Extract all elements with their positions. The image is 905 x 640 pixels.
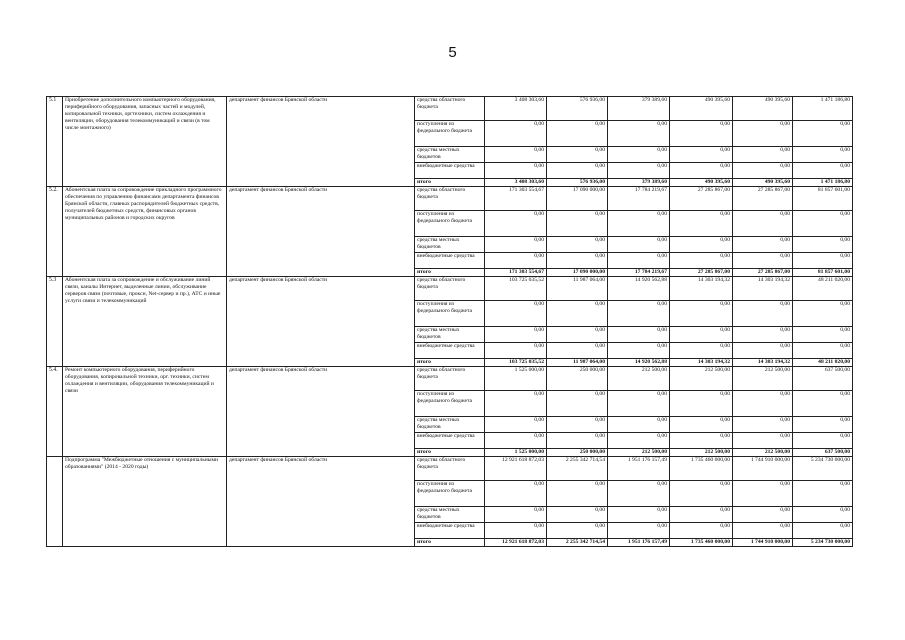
amount-cell: 0,00 — [793, 523, 853, 539]
amount-cell: 0,00 — [670, 301, 733, 327]
total-amount-cell: 1 471 186,80 — [793, 179, 853, 187]
table-row — [47, 277, 853, 301]
total-amount-cell: 103 725 035,52 — [485, 359, 547, 367]
item-executor: департамент финансов Брянской области — [227, 97, 415, 187]
funding-source: средства областного бюджета — [415, 277, 485, 301]
amount-cell: 0,00 — [670, 163, 733, 179]
amount-cell: 0,00 — [793, 343, 853, 359]
amount-cell: 490 395,60 — [733, 97, 793, 121]
amount-cell: 0,00 — [547, 301, 608, 327]
amount-cell: 81 857 601,00 — [793, 187, 853, 211]
amount-cell: 490 395,60 — [670, 97, 733, 121]
amount-cell: 0,00 — [793, 237, 853, 253]
amount-cell: 0,00 — [793, 301, 853, 327]
amount-cell: 0,00 — [608, 301, 670, 327]
amount-cell: 0,00 — [670, 391, 733, 417]
item-name: Приобретение дополнительного компьютерного оборудования, периферийного оборудования, запасных частей и модулей, копировальной техники, оргтехники, систем охлаждения и вентиляции, оборудования телекоммуникаций и связи (в том числе монтажного) — [63, 97, 227, 187]
amount-cell: 171 303 554,67 — [485, 187, 547, 211]
amount-cell: 0,00 — [547, 147, 608, 163]
amount-cell: 48 211 020,00 — [793, 277, 853, 301]
funding-source: средства областного бюджета — [415, 97, 485, 121]
amount-cell: 0,00 — [608, 237, 670, 253]
amount-cell: 0,00 — [485, 481, 547, 507]
amount-cell: 14 303 194,32 — [733, 277, 793, 301]
total-amount-cell: 1 525 000,00 — [485, 449, 547, 457]
item-executor: департамент финансов Брянской области — [227, 457, 415, 547]
amount-cell: 0,00 — [547, 433, 608, 449]
amount-cell: 0,00 — [608, 121, 670, 147]
amount-cell: 1 471 186,80 — [793, 97, 853, 121]
total-amount-cell: 14 303 194,32 — [670, 359, 733, 367]
funding-source: внебюджетные средства — [415, 163, 485, 179]
total-label: итого — [415, 539, 485, 547]
amount-cell: 0,00 — [608, 417, 670, 433]
amount-cell: 0,00 — [670, 523, 733, 539]
total-amount-cell: 14 303 194,32 — [733, 359, 793, 367]
amount-cell: 0,00 — [733, 301, 793, 327]
amount-cell: 14 920 562,88 — [608, 277, 670, 301]
total-amount-cell: 27 285 867,00 — [670, 269, 733, 277]
total-amount-cell: 250 000,00 — [547, 449, 608, 457]
total-amount-cell: 27 285 867,00 — [733, 269, 793, 277]
amount-cell: 0,00 — [670, 121, 733, 147]
amount-cell: 0,00 — [608, 391, 670, 417]
amount-cell: 0,00 — [733, 507, 793, 523]
item-index: 5.1 — [47, 97, 63, 187]
item-name: Подпрограмма "Межбюджетные отношения с муниципальными образованиями" (2014 - 2020 годы) — [63, 457, 227, 547]
amount-cell: 0,00 — [547, 211, 608, 237]
funding-source: поступления из федерального бюджета — [415, 211, 485, 237]
amount-cell: 0,00 — [608, 163, 670, 179]
total-amount-cell: 11 987 064,00 — [547, 359, 608, 367]
funding-source: средства местных бюджетов — [415, 327, 485, 343]
amount-cell: 0,00 — [547, 391, 608, 417]
page-number: 5 — [448, 44, 457, 61]
amount-cell: 0,00 — [547, 327, 608, 343]
amount-cell: 0,00 — [733, 327, 793, 343]
funding-source: средства местных бюджетов — [415, 237, 485, 253]
item-executor: департамент финансов Брянской области — [227, 367, 415, 457]
amount-cell: 0,00 — [608, 523, 670, 539]
amount-cell: 0,00 — [608, 343, 670, 359]
total-amount-cell: 2 255 342 714,54 — [547, 539, 608, 547]
amount-cell: 0,00 — [733, 433, 793, 449]
amount-cell: 1 744 910 000,00 — [733, 457, 793, 481]
total-label: итого — [415, 359, 485, 367]
amount-cell: 0,00 — [733, 481, 793, 507]
funding-source: поступления из федерального бюджета — [415, 391, 485, 417]
amount-cell: 0,00 — [793, 147, 853, 163]
amount-cell: 0,00 — [793, 481, 853, 507]
amount-cell: 0,00 — [733, 253, 793, 269]
amount-cell: 0,00 — [608, 433, 670, 449]
amount-cell: 379 389,60 — [608, 97, 670, 121]
amount-cell: 0,00 — [670, 211, 733, 237]
total-amount-cell: 212 500,00 — [733, 449, 793, 457]
amount-cell: 11 987 064,00 — [547, 277, 608, 301]
total-amount-cell: 171 303 554,67 — [485, 269, 547, 277]
amount-cell: 0,00 — [670, 343, 733, 359]
amount-cell: 576 936,00 — [547, 97, 608, 121]
funding-source: средства областного бюджета — [415, 187, 485, 211]
amount-cell: 0,00 — [485, 301, 547, 327]
total-amount-cell: 12 921 618 872,03 — [485, 539, 547, 547]
funding-source: средства областного бюджета — [415, 457, 485, 481]
amount-cell: 0,00 — [670, 253, 733, 269]
amount-cell: 2 255 342 714,54 — [547, 457, 608, 481]
total-label: итого — [415, 449, 485, 457]
funding-source: средства местных бюджетов — [415, 417, 485, 433]
amount-cell: 103 725 035,52 — [485, 277, 547, 301]
funding-source: средства областного бюджета — [415, 367, 485, 391]
amount-cell: 212 500,00 — [733, 367, 793, 391]
amount-cell: 0,00 — [670, 147, 733, 163]
amount-cell: 0,00 — [793, 507, 853, 523]
amount-cell: 0,00 — [485, 211, 547, 237]
item-name: Абонентская плата за сопровождение прикладного программного обеспечения по управлению финансами департамента финансов Брянской области, главных распорядителей бюджетных средств, получателей бюджетных средств, финансовых органов муниципальных районов и городских округов — [63, 187, 227, 277]
amount-cell: 0,00 — [670, 481, 733, 507]
total-label: итого — [415, 179, 485, 187]
amount-cell: 0,00 — [608, 507, 670, 523]
amount-cell: 27 285 867,00 — [733, 187, 793, 211]
amount-cell: 0,00 — [733, 147, 793, 163]
amount-cell: 0,00 — [547, 163, 608, 179]
amount-cell: 250 000,00 — [547, 367, 608, 391]
amount-cell: 0,00 — [608, 147, 670, 163]
amount-cell: 0,00 — [670, 433, 733, 449]
amount-cell: 0,00 — [485, 391, 547, 417]
amount-cell: 0,00 — [670, 237, 733, 253]
item-index: 5.4. — [47, 367, 63, 457]
amount-cell: 0,00 — [547, 507, 608, 523]
amount-cell: 1 735 460 000,00 — [670, 457, 733, 481]
table-row — [47, 187, 853, 211]
amount-cell: 0,00 — [733, 121, 793, 147]
item-name: Абонентская плата за сопровождение и обслуживание линий связи, каналы Интернет, выделенные линии, обслуживание серверов связи (почтовые, прокси, Net-сервер и пр.), АТС и иные услуги связи и телекоммуникаций — [63, 277, 227, 367]
total-amount-cell: 1 735 460 000,00 — [670, 539, 733, 547]
amount-cell: 0,00 — [670, 417, 733, 433]
amount-cell: 1 525 000,00 — [485, 367, 547, 391]
amount-cell: 14 303 194,32 — [670, 277, 733, 301]
amount-cell: 0,00 — [733, 163, 793, 179]
amount-cell: 0,00 — [485, 523, 547, 539]
amount-cell: 0,00 — [547, 253, 608, 269]
amount-cell: 12 921 618 872,03 — [485, 457, 547, 481]
amount-cell: 0,00 — [485, 237, 547, 253]
amount-cell: 0,00 — [485, 163, 547, 179]
amount-cell: 0,00 — [670, 507, 733, 523]
item-executor: департамент финансов Брянской области — [227, 187, 415, 277]
amount-cell: 0,00 — [793, 433, 853, 449]
table-row — [47, 367, 853, 391]
amount-cell: 0,00 — [547, 523, 608, 539]
table-row — [47, 457, 853, 481]
amount-cell: 5 234 730 000,00 — [793, 457, 853, 481]
total-amount-cell: 3 408 303,60 — [485, 179, 547, 187]
table-row — [47, 97, 853, 121]
amount-cell: 1 951 176 157,49 — [608, 457, 670, 481]
funding-source: внебюджетные средства — [415, 253, 485, 269]
funding-source: поступления из федерального бюджета — [415, 121, 485, 147]
amount-cell: 0,00 — [547, 237, 608, 253]
amount-cell: 0,00 — [485, 253, 547, 269]
amount-cell: 0,00 — [733, 417, 793, 433]
funding-source: внебюджетные средства — [415, 433, 485, 449]
amount-cell: 0,00 — [608, 481, 670, 507]
amount-cell: 212 500,00 — [670, 367, 733, 391]
total-amount-cell: 212 500,00 — [608, 449, 670, 457]
amount-cell: 0,00 — [485, 417, 547, 433]
total-amount-cell: 490 395,60 — [670, 179, 733, 187]
amount-cell: 0,00 — [485, 147, 547, 163]
item-index: 5.2. — [47, 187, 63, 277]
amount-cell: 0,00 — [793, 327, 853, 343]
total-amount-cell: 379 389,60 — [608, 179, 670, 187]
amount-cell: 17 784 219,67 — [608, 187, 670, 211]
funding-source: внебюджетные средства — [415, 523, 485, 539]
item-executor: департамент финансов Брянской области — [227, 277, 415, 367]
amount-cell: 17 090 000,00 — [547, 187, 608, 211]
total-amount-cell: 17 784 219,67 — [608, 269, 670, 277]
funding-source: поступления из федерального бюджета — [415, 481, 485, 507]
amount-cell: 0,00 — [793, 211, 853, 237]
amount-cell: 0,00 — [733, 343, 793, 359]
budget-table — [46, 96, 853, 547]
amount-cell: 0,00 — [608, 211, 670, 237]
amount-cell: 0,00 — [733, 237, 793, 253]
total-amount-cell: 490 395,60 — [733, 179, 793, 187]
amount-cell: 27 285 867,00 — [670, 187, 733, 211]
amount-cell: 0,00 — [485, 327, 547, 343]
total-amount-cell: 637 500,00 — [793, 449, 853, 457]
amount-cell: 3 408 303,60 — [485, 97, 547, 121]
funding-source: средства местных бюджетов — [415, 507, 485, 523]
total-amount-cell: 1 951 176 157,49 — [608, 539, 670, 547]
amount-cell: 0,00 — [733, 523, 793, 539]
total-amount-cell: 14 920 562,88 — [608, 359, 670, 367]
amount-cell: 0,00 — [793, 417, 853, 433]
amount-cell: 212 500,00 — [608, 367, 670, 391]
amount-cell: 0,00 — [485, 433, 547, 449]
total-amount-cell: 1 744 910 000,00 — [733, 539, 793, 547]
amount-cell: 0,00 — [547, 481, 608, 507]
total-amount-cell: 212 500,00 — [670, 449, 733, 457]
total-amount-cell: 576 936,00 — [547, 179, 608, 187]
amount-cell: 637 500,00 — [793, 367, 853, 391]
amount-cell: 0,00 — [793, 163, 853, 179]
amount-cell: 0,00 — [670, 327, 733, 343]
amount-cell: 0,00 — [608, 253, 670, 269]
total-label: итого — [415, 269, 485, 277]
funding-source: внебюджетные средства — [415, 343, 485, 359]
amount-cell: 0,00 — [485, 507, 547, 523]
amount-cell: 0,00 — [608, 327, 670, 343]
amount-cell: 0,00 — [793, 391, 853, 417]
item-name: Ремонт компьютерного оборудования, периферийного оборудования, копировальной техники, орг. техники, систем охлаждения и вентиляции, оборудования телекоммуникаций и связи — [63, 367, 227, 457]
amount-cell: 0,00 — [547, 343, 608, 359]
funding-source: поступления из федерального бюджета — [415, 301, 485, 327]
amount-cell: 0,00 — [733, 211, 793, 237]
total-amount-cell: 5 234 730 000,00 — [793, 539, 853, 547]
item-index: 5.3 — [47, 277, 63, 367]
amount-cell: 0,00 — [733, 391, 793, 417]
total-amount-cell: 17 090 000,00 — [547, 269, 608, 277]
amount-cell: 0,00 — [793, 253, 853, 269]
amount-cell: 0,00 — [793, 121, 853, 147]
item-index — [47, 457, 63, 547]
amount-cell: 0,00 — [547, 121, 608, 147]
total-amount-cell: 81 857 601,00 — [793, 269, 853, 277]
funding-source: средства местных бюджетов — [415, 147, 485, 163]
total-amount-cell: 48 211 020,00 — [793, 359, 853, 367]
amount-cell: 0,00 — [485, 121, 547, 147]
amount-cell: 0,00 — [547, 417, 608, 433]
amount-cell: 0,00 — [485, 343, 547, 359]
